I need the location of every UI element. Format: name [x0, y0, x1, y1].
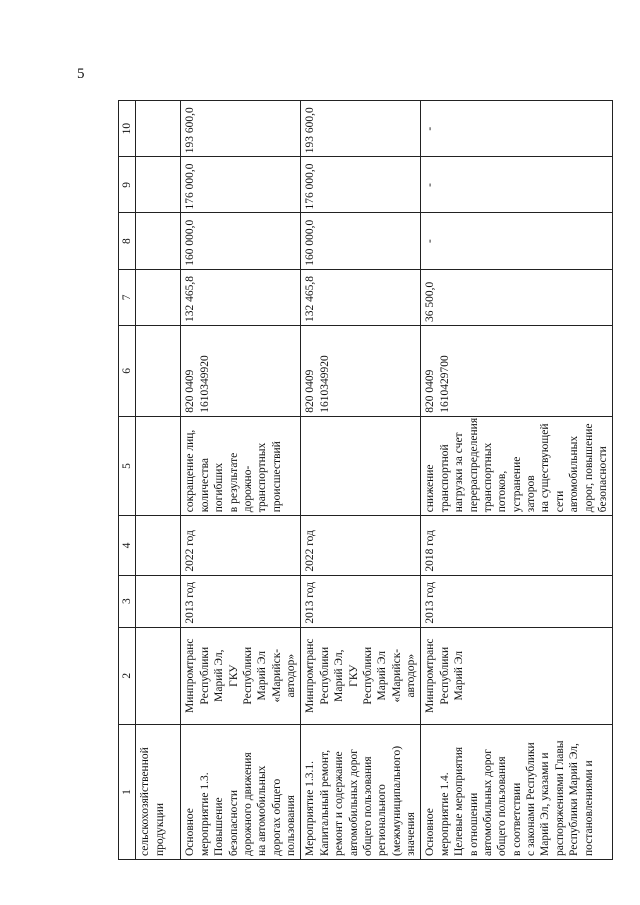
table-cell: 2022 год [301, 516, 421, 575]
header-cell: 4 [119, 516, 136, 575]
table-cell: 160 000,0 [181, 213, 301, 269]
table-cell: 2018 год [421, 516, 613, 575]
table-cell [136, 416, 181, 515]
table-cell: 193 600,0 [181, 101, 301, 157]
table-cell: Основное мероприятие 1.4. Целевые мероприятия в отношении автомобильных дорог общего пользования в соответствии с законами Республики Марий Эл, указами и распоряжениями Главы Республики Марий Эл, постановлениями и [421, 724, 613, 859]
table-cell: сокращение лиц, количества погибших в результате дорожно- транспортных происшествий [181, 416, 301, 515]
table-cell: Минпромтранс Республики Марий Эл [421, 627, 613, 724]
table-cell [301, 416, 421, 515]
table-cell: сельскохозяйственной продукции [136, 724, 181, 859]
header-row [119, 101, 136, 860]
table-cell: снижение транспортной нагрузки за счет перераспределения транспортных потоков, устранение заторов на существующей сети автомобильных дорог, повышение безопасности [421, 416, 613, 515]
header-cell: 7 [119, 269, 136, 325]
table-cell [136, 269, 181, 325]
table-cell: - [421, 213, 613, 269]
table-cell: 160 000,0 [301, 213, 421, 269]
table-cell [136, 157, 181, 213]
table-cell [136, 213, 181, 269]
table-cell: 176 000,0 [301, 157, 421, 213]
table-cell: Основное мероприятие 1.3. Повышение безопасности дорожного движения на автомобильных дорогах общего пользования [181, 724, 301, 859]
page-number: 5 [77, 66, 85, 82]
header-cell: 1 [119, 724, 136, 859]
table-cell: 2013 год [181, 575, 301, 627]
table-cell: 820 0409 1610349920 [301, 325, 421, 416]
header-cell: 9 [119, 157, 136, 213]
table-cell [136, 627, 181, 724]
table-cell: 2013 год [421, 575, 613, 627]
table-cell [136, 516, 181, 575]
header-cell: 3 [119, 575, 136, 627]
table-cell: - [421, 101, 613, 157]
table-cell: Мероприятие 1.3.1. Капитальный ремонт, ремонт и содержание автомобильных дорог общего пользования регионального (межмуниципального) значения [301, 724, 421, 859]
table-row [301, 101, 421, 860]
program-table [118, 100, 613, 860]
table-cell: 820 0409 1610349920 [181, 325, 301, 416]
table-row [421, 101, 613, 860]
table-cell: 820 0409 1610429700 [421, 325, 613, 416]
table-cell [136, 575, 181, 627]
header-cell: 2 [119, 627, 136, 724]
header-cell: 6 [119, 325, 136, 416]
table-cell: 193 600,0 [301, 101, 421, 157]
table-cell: - [421, 157, 613, 213]
rotated-table-wrapper [118, 100, 618, 860]
table-cell: 176 000,0 [181, 157, 301, 213]
table-cell [136, 325, 181, 416]
table-cell: Минпромтранс Республики Марий Эл, ГКУ Республики Марий Эл «Марийск- автодор» [301, 627, 421, 724]
table-row [181, 101, 301, 860]
table-cell: 2022 год [181, 516, 301, 575]
header-cell: 5 [119, 416, 136, 515]
table-cell: 132 465,8 [301, 269, 421, 325]
table-cell [136, 101, 181, 157]
header-cell: 8 [119, 213, 136, 269]
table-cell: Минпромтранс Республики Марий Эл, ГКУ Республики Марий Эл «Марийск- автодор» [181, 627, 301, 724]
header-cell: 10 [119, 101, 136, 157]
table-cell: 2013 год [301, 575, 421, 627]
table-cell: 36 500,0 [421, 269, 613, 325]
table-row-continued [136, 101, 181, 860]
table-cell: 132 465,8 [181, 269, 301, 325]
